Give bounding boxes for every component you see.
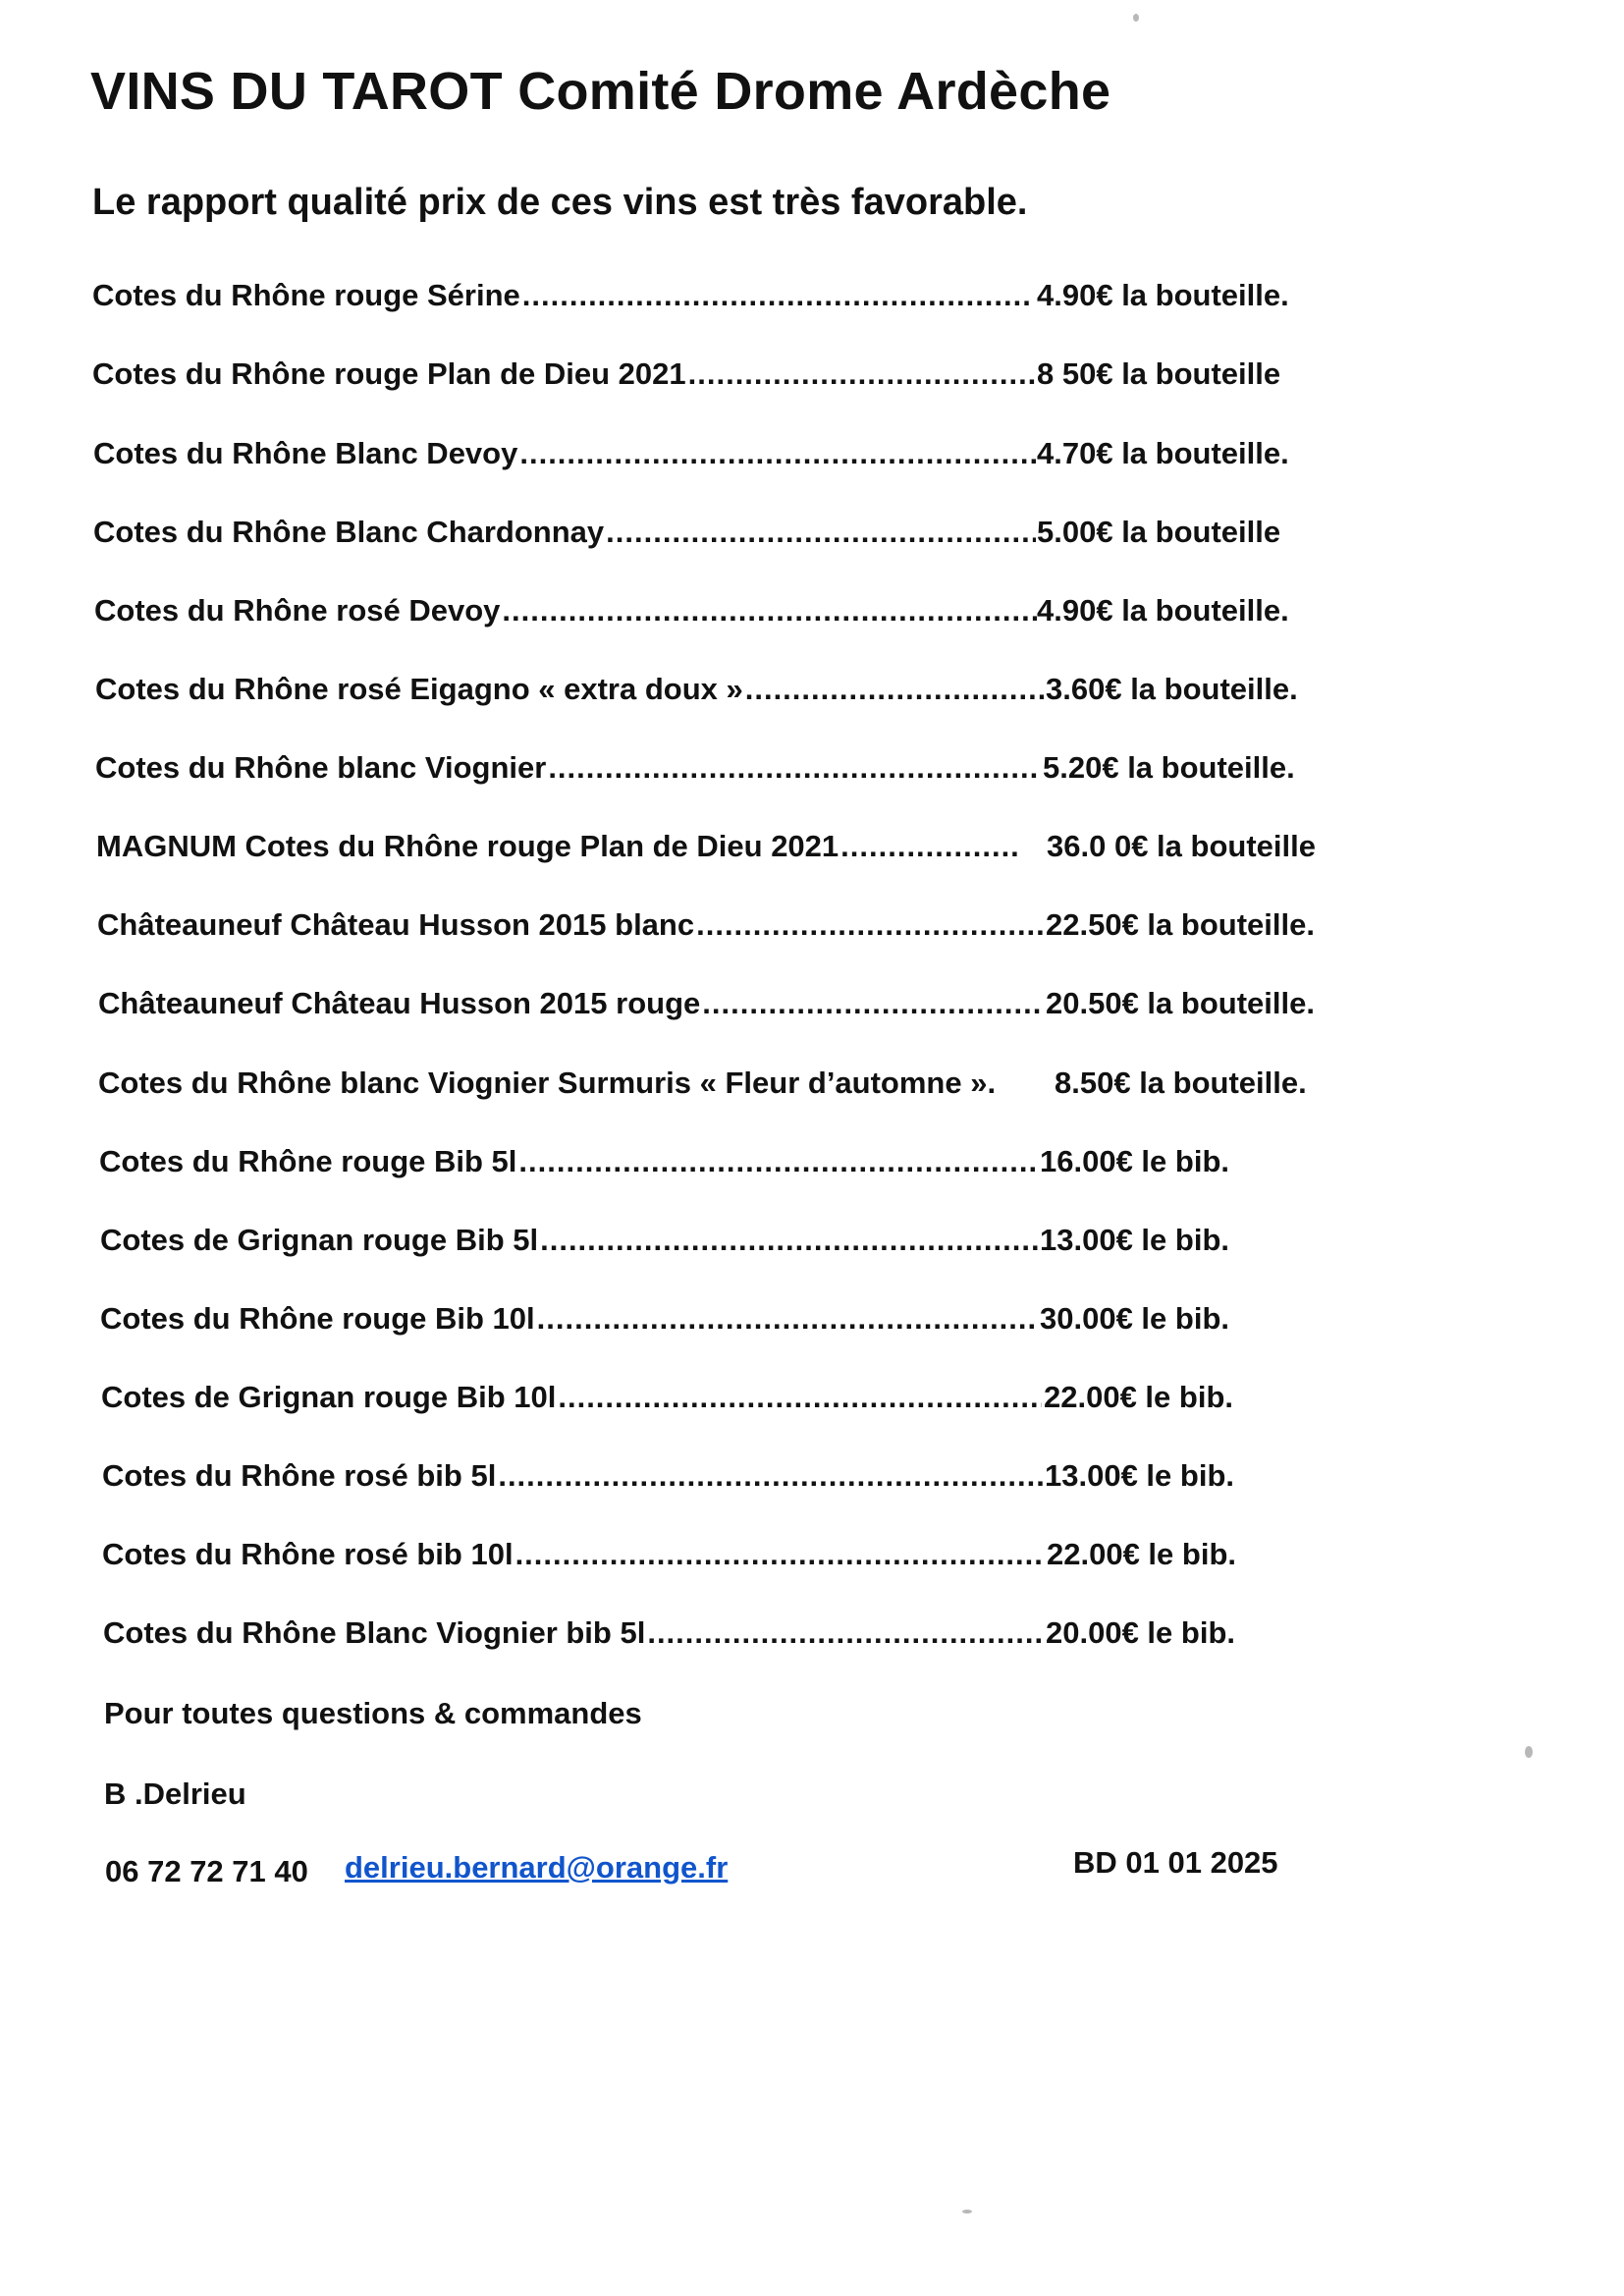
contact-intro: Pour toutes questions & commandes [104, 1696, 642, 1730]
list-item [99, 1144, 1229, 1183]
wine-name: Cotes de Grignan rouge Bib 10l [101, 1380, 557, 1414]
wine-name: MAGNUM Cotes du Rhône rouge Plan de Dieu 2021 [96, 829, 839, 863]
list-item [95, 672, 1298, 711]
wine-price: 8 50€ la bouteille [1037, 356, 1281, 391]
list-item [101, 1380, 1233, 1419]
wine-price: 30.00€ le bib. [1040, 1301, 1229, 1336]
dot-leader [688, 356, 1035, 392]
dot-leader [515, 1537, 1045, 1572]
dot-leader [522, 278, 1033, 313]
dot-leader [558, 1380, 1042, 1415]
wine-price: 13.00€ le bib. [1040, 1223, 1229, 1257]
wine-name: Cotes du Rhône rosé bib 10l [102, 1537, 514, 1571]
email-link[interactable]: delrieu.bernard@orange.fr [345, 1850, 729, 1885]
wine-name: Cotes du Rhône rosé bib 5l [102, 1458, 497, 1493]
wine-name: Cotes du Rhône rosé Devoy [94, 593, 501, 628]
list-item [98, 1066, 1335, 1105]
list-item [102, 1458, 1234, 1498]
wine-price: 3.60€ la bouteille. [1046, 672, 1298, 706]
wine-name: Cotes du Rhône rouge Sérine [92, 278, 520, 312]
dot-leader [519, 436, 1036, 471]
wine-price: 5.00€ la bouteille [1037, 515, 1281, 549]
dot-leader [606, 515, 1036, 550]
list-item [95, 750, 1295, 790]
list-item [100, 1301, 1229, 1340]
wine-price: 20.50€ la bouteille. [1046, 986, 1315, 1020]
contact-name: B .Delrieu [104, 1777, 246, 1811]
list-item [100, 1223, 1229, 1262]
dot-leader [518, 1144, 1038, 1179]
wine-price: 4.70€ la bouteille. [1037, 436, 1289, 470]
wine-price: 13.00€ le bib. [1045, 1458, 1234, 1493]
list-item [103, 1615, 1235, 1655]
dot-leader [696, 907, 1044, 943]
wine-name: Cotes du Rhône rouge Bib 10l [100, 1301, 535, 1336]
dot-leader [502, 593, 1037, 629]
scan-speck [1133, 14, 1139, 22]
wine-name: Châteauneuf Château Husson 2015 rouge [98, 986, 701, 1020]
dot-leader [498, 1458, 1043, 1494]
list-item [102, 1537, 1236, 1576]
wine-name: Cotes de Grignan rouge Bib 5l [100, 1223, 539, 1257]
wine-name: Cotes du Rhône blanc Viognier [95, 750, 547, 785]
dot-leader [702, 986, 1044, 1021]
wine-name: Cotes du Rhône Blanc Viognier bib 5l [103, 1615, 646, 1650]
wine-price: 22.00€ le bib. [1047, 1537, 1236, 1571]
wine-name: Cotes du Rhône blanc Viognier Surmuris « Fleur d’automne ». [98, 1066, 997, 1100]
wine-name: Cotes du Rhône rosé Eigagno « extra doux » [95, 672, 743, 706]
wine-price: 36.0 0€ la bouteille [1047, 829, 1316, 863]
list-item [92, 356, 1281, 396]
wine-price: 22.00€ le bib. [1044, 1380, 1233, 1414]
dot-leader [840, 829, 1021, 864]
wine-name: Cotes du Rhône Blanc Devoy [93, 436, 518, 470]
dot-leader [745, 672, 1044, 707]
contact-phone: 06 72 72 71 40 [105, 1854, 308, 1888]
dot-leader [537, 1301, 1038, 1337]
document-reference: BD 01 01 2025 [1073, 1845, 1278, 1880]
wine-name: Châteauneuf Château Husson 2015 blanc [97, 907, 695, 942]
scan-speck [962, 2210, 972, 2214]
wine-price: 4.90€ la bouteille. [1037, 278, 1289, 312]
list-item [93, 515, 1281, 554]
wine-price: 8.50€ la bouteille. [1055, 1066, 1307, 1100]
list-item [94, 593, 1289, 632]
wine-price: 22.50€ la bouteille. [1046, 907, 1315, 942]
wine-price: 16.00€ le bib. [1040, 1144, 1229, 1178]
document-subtitle: Le rapport qualité prix de ces vins est très favorable. [92, 182, 1028, 223]
document-title: VINS DU TAROT Comité Drome Ardèche [90, 62, 1111, 121]
wine-price: 4.90€ la bouteille. [1037, 593, 1289, 628]
wine-name: Cotes du Rhône rouge Bib 5l [99, 1144, 517, 1178]
wine-price: 20.00€ le bib. [1046, 1615, 1235, 1650]
list-item [97, 907, 1315, 947]
list-item [92, 278, 1289, 317]
list-item [96, 829, 1316, 868]
dot-leader [540, 1223, 1038, 1258]
list-item [93, 436, 1289, 475]
dot-leader [548, 750, 1041, 786]
scan-speck [1525, 1746, 1533, 1758]
wine-price: 5.20€ la bouteille. [1043, 750, 1295, 785]
wine-name: Cotes du Rhône rouge Plan de Dieu 2021 [92, 356, 686, 391]
wine-name: Cotes du Rhône Blanc Chardonnay [93, 515, 605, 549]
dot-leader [647, 1615, 1044, 1651]
list-item [98, 986, 1315, 1025]
